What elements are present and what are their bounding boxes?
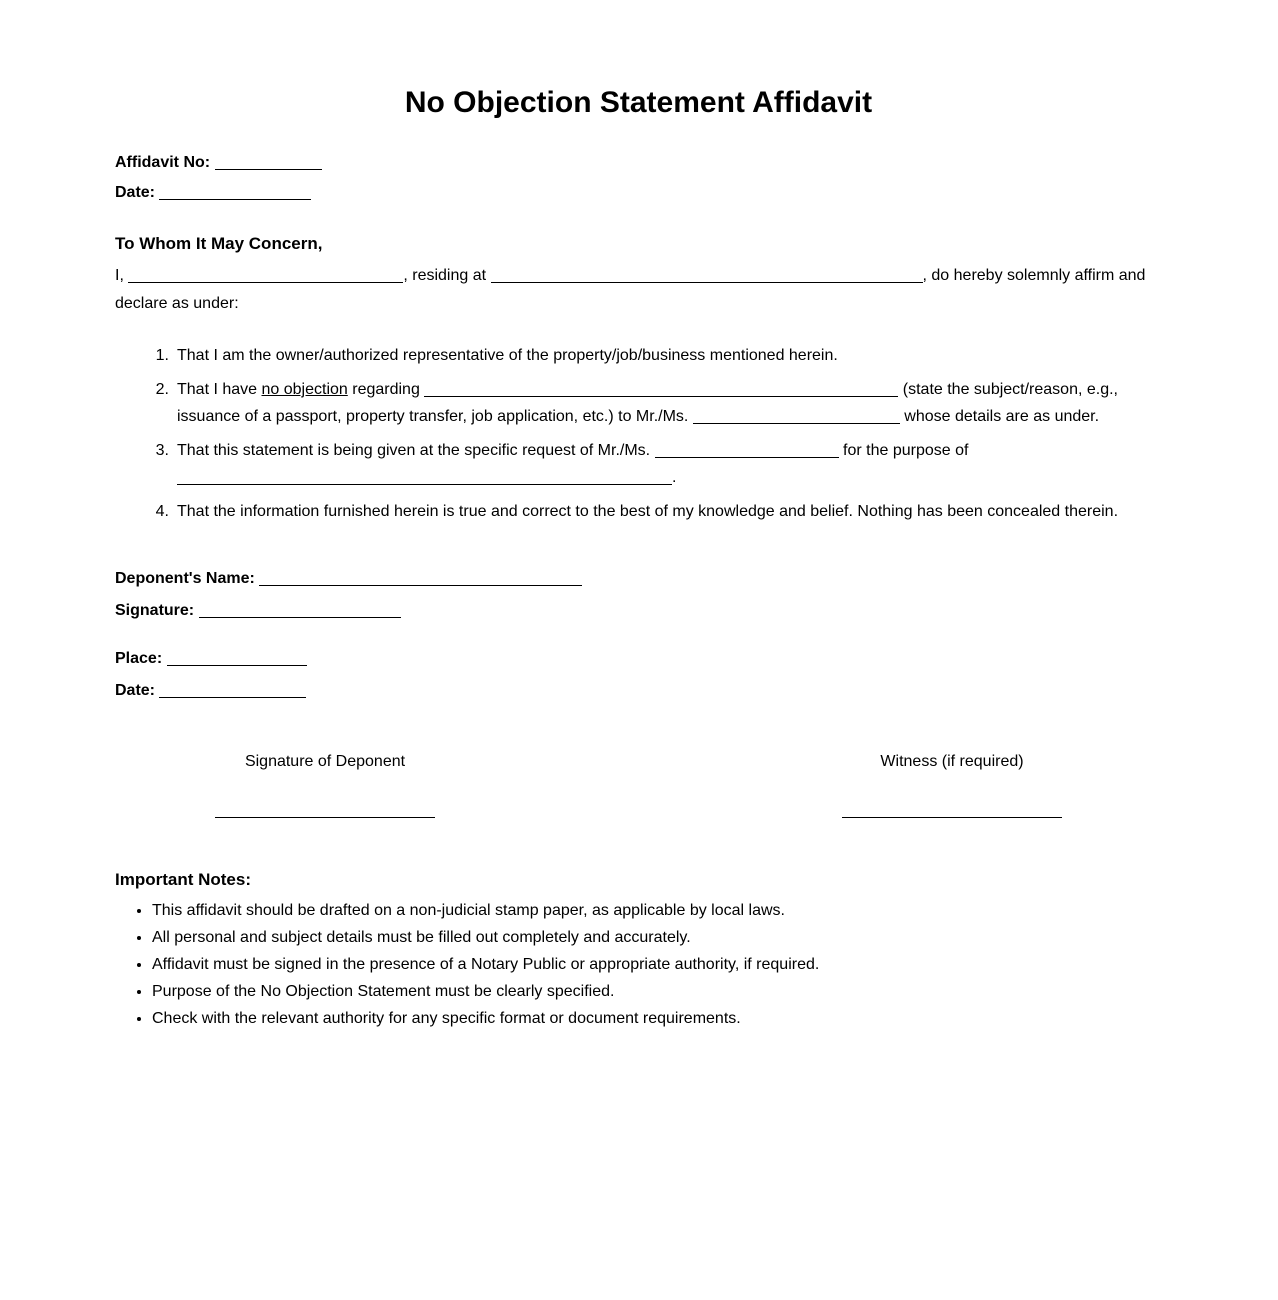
clause-4-text: That the information furnished herein is true and correct to the best of my knowledge and belief. Nothing has been concealed therein. (177, 503, 1119, 520)
deponent-fields (115, 563, 1162, 707)
clause-1-text: That I am the owner/authorized representative of the property/job/business mentioned herein. (177, 347, 838, 364)
witness-signature-line (842, 817, 1062, 818)
intro-text-i: I, (115, 267, 124, 284)
witness-caption: Witness (if required) (880, 753, 1024, 770)
clause-3-text (177, 437, 1162, 491)
clause-2-person-blank-line (693, 410, 900, 424)
clause-3-seg1: That this statement is being given at the specific request of Mr./Ms. (177, 442, 651, 459)
deponent-name-blank-line (259, 572, 582, 586)
date-label: Date: (115, 682, 156, 699)
intro-text-affirm: , do hereby solemnly affirm and declare as under: (115, 267, 1146, 312)
clause-2-seg1: That I have (177, 381, 258, 398)
clause-2-number: 2. (155, 381, 169, 398)
intro-address-blank-line (491, 269, 923, 283)
clause-3-seg2: for the purpose of (843, 442, 969, 459)
header-date-blank-line (159, 186, 311, 200)
clause-4-number: 4. (155, 503, 169, 520)
clause-3-purpose-blank-line (177, 471, 672, 485)
intro-text-residing-at: , residing at (403, 267, 487, 284)
clause-4 (115, 498, 1162, 525)
clause-2-no-objection-underlined: no objection (261, 381, 348, 398)
deponent-signature-column (115, 753, 535, 818)
clause-2-seg4: whose details are as under. (904, 408, 1100, 425)
affidavit-no-blank-line (215, 156, 322, 170)
clause-3-person-blank-line (655, 444, 839, 458)
important-notes-list (115, 902, 1162, 1028)
clause-2-seg2: regarding (352, 381, 420, 398)
clause-2-subject-blank-line (424, 383, 898, 397)
clause-1 (115, 342, 1162, 369)
note-item: • All personal and subject details must be filled out completely and accurately. (152, 929, 1162, 947)
clause-3 (115, 437, 1162, 491)
intro-paragraph (115, 262, 1162, 318)
header-date-label: Date: (115, 184, 156, 201)
signature-block (115, 753, 1162, 818)
affidavit-no-field (115, 148, 1162, 178)
note-item: • Affidavit must be signed in the presence of a Notary Public or appropriate authority, if required. (152, 956, 1162, 974)
clause-3-period: . (672, 469, 677, 486)
place-field (115, 643, 1162, 675)
clause-1-number: 1. (155, 347, 169, 364)
document-title: No Objection Statement Affidavit (404, 86, 873, 119)
intro-name-blank-line (128, 269, 403, 283)
affidavit-no-label: Affidavit No: (115, 154, 211, 171)
clause-2 (115, 376, 1162, 430)
clause-2-seg3: (state the subject/reason, e.g., issuance of a passport, property transfer, job application, etc.) to Mr./Ms. (177, 381, 1118, 425)
note-item: • This affidavit should be drafted on a non-judicial stamp paper, as applicable by local laws. (152, 902, 1162, 920)
witness-signature-column (742, 753, 1162, 818)
header-fields (115, 148, 1162, 208)
important-notes-heading: Important Notes: (115, 870, 251, 889)
clause-2-text (177, 376, 1162, 430)
deponent-signature-line (215, 817, 435, 818)
clause-3-number: 3. (155, 442, 169, 459)
place-label: Place: (115, 650, 163, 667)
deponent-signature-label: Signature: (115, 602, 195, 619)
note-item: • Check with the relevant authority for any specific format or document requirements. (152, 1010, 1162, 1028)
date-blank-line (159, 684, 306, 698)
deponent-signature-field (115, 595, 1162, 627)
signature-of-deponent-caption: Signature of Deponent (244, 753, 406, 770)
deponent-name-field (115, 563, 1162, 595)
salutation: To Whom It May Concern, (115, 234, 323, 253)
header-date-field (115, 178, 1162, 208)
note-item: • Purpose of the No Objection Statement must be clearly specified. (152, 983, 1162, 1001)
place-blank-line (167, 652, 307, 666)
clause-list (115, 342, 1162, 525)
important-notes-section (115, 870, 1162, 1028)
deponent-signature-blank-line (199, 604, 401, 618)
deponent-name-label: Deponent's Name: (115, 570, 255, 587)
date-field (115, 675, 1162, 707)
